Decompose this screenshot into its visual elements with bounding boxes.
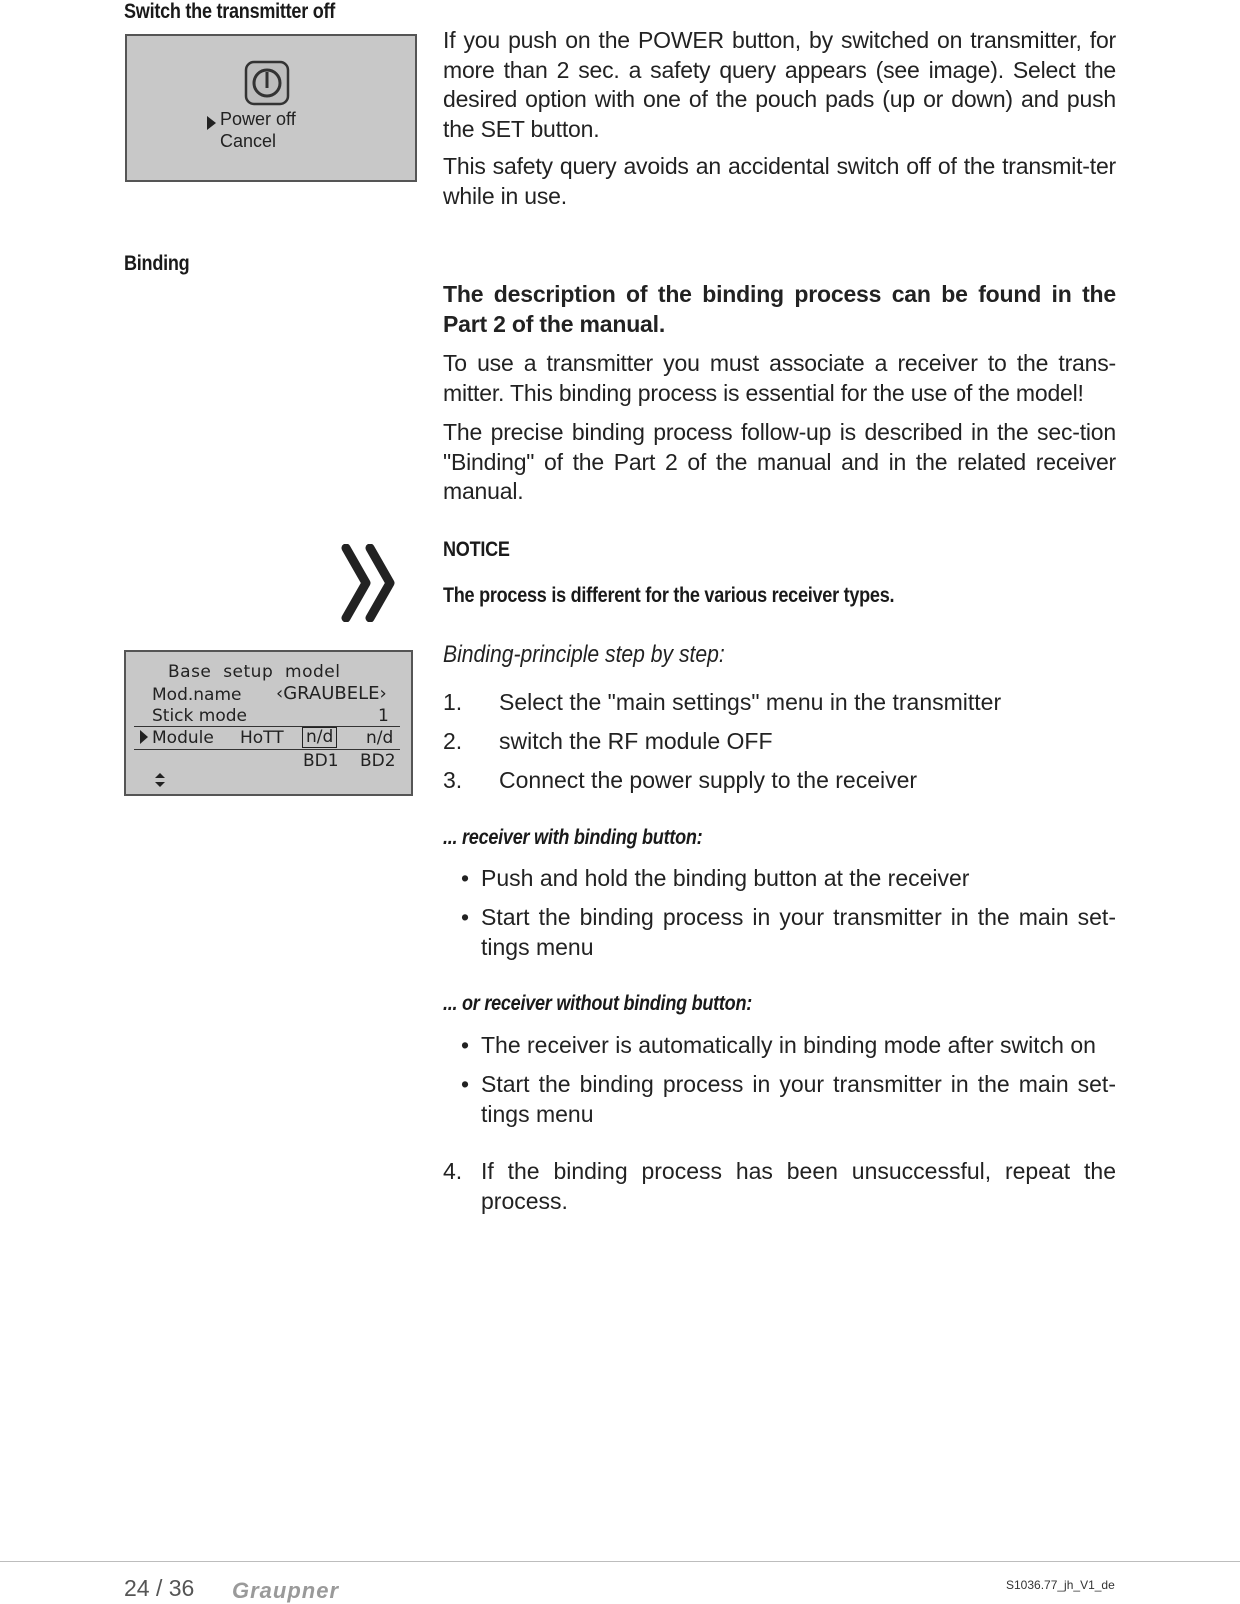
step-number: 4. bbox=[443, 1158, 463, 1184]
binding-paragraph-1: To use a transmitter you must associate a receiver to the trans-mitter. This binding process is essential for the use of the model! bbox=[443, 350, 1116, 406]
step-text: switch the RF module OFF bbox=[499, 728, 773, 754]
bullet-icon: • bbox=[461, 865, 470, 891]
step-number: 3. bbox=[443, 767, 463, 793]
list-item-text: Push and hold the binding button at the receiver bbox=[481, 865, 970, 891]
document-code: S1036.77_jh_V1_de bbox=[1006, 1578, 1115, 1592]
list-item-text: Start the binding process in your transmitter in the main set-tings menu bbox=[481, 904, 1116, 960]
notice-title: NOTICE bbox=[443, 538, 510, 561]
separator-line bbox=[134, 749, 400, 750]
page-number: 24 / 36 bbox=[124, 1575, 195, 1601]
selection-arrow-icon bbox=[207, 116, 216, 130]
steps-title: Binding-principle step by step: bbox=[443, 641, 725, 668]
bd1-label: BD1 bbox=[303, 751, 339, 771]
selection-arrow-icon bbox=[140, 730, 148, 744]
step-number: 2. bbox=[443, 728, 463, 754]
safety-query-paragraph: This safety query avoids an accidental switch off of the transmit-ter while in use. bbox=[443, 153, 1116, 209]
step-number: 1. bbox=[443, 689, 463, 715]
binding-paragraph-2: The precise binding process follow-up is described in the sec-tion "Binding" of the Part 2 of the manual and in the related receiver manual. bbox=[443, 419, 1116, 504]
separator-line bbox=[134, 726, 400, 727]
bd1-value: n/d bbox=[302, 727, 337, 748]
footer-divider bbox=[0, 1561, 1240, 1562]
without-button-heading: ... or receiver without binding button: bbox=[443, 992, 752, 1015]
bullet-icon: • bbox=[461, 1032, 470, 1058]
step-text: Connect the power supply to the receiver bbox=[499, 767, 918, 793]
power-icon bbox=[244, 60, 290, 106]
list-item-text: Start the binding process in your transmitter in the main set-tings menu bbox=[481, 1071, 1116, 1127]
notice-text: The process is different for the various receiver types. bbox=[443, 584, 895, 607]
base-setup-screen bbox=[124, 650, 413, 796]
screen-title: Base setup model bbox=[168, 662, 341, 682]
bullet-icon: • bbox=[461, 904, 470, 930]
power-off-option: Power off bbox=[220, 109, 296, 129]
module-label: Module bbox=[152, 728, 214, 748]
brand-logo: Graupner bbox=[232, 1578, 340, 1603]
module-type: HoTT bbox=[240, 728, 284, 748]
modname-label: Mod.name bbox=[152, 685, 242, 705]
power-off-paragraph: If you push on the POWER button, by switched on transmitter, for more than 2 sec. a safety query appears (see image). Select the desired option with one of the pouch pads (up or down) and push the SET button. bbox=[443, 27, 1116, 142]
stick-mode-label: Stick mode bbox=[152, 706, 247, 726]
bd2-value: n/d bbox=[366, 728, 394, 748]
modname-value: ‹GRAUBELE› bbox=[276, 683, 387, 704]
section-heading-binding: Binding bbox=[124, 252, 190, 275]
bullet-icon: • bbox=[461, 1071, 470, 1097]
stick-mode-value: 1 bbox=[378, 706, 389, 726]
cancel-option: Cancel bbox=[220, 131, 277, 151]
up-down-arrow-icon bbox=[154, 772, 166, 788]
step-text: Select the "main settings" menu in the transmitter bbox=[499, 689, 1002, 715]
list-item-text: The receiver is automatically in binding mode after switch on bbox=[481, 1032, 1096, 1058]
section-heading-switch-off: Switch the transmitter off bbox=[124, 0, 336, 23]
double-chevron-icon bbox=[340, 544, 404, 622]
step-text: If the binding process has been unsuccessful, repeat the process. bbox=[481, 1158, 1116, 1214]
bd2-label: BD2 bbox=[360, 751, 396, 771]
with-button-heading: ... receiver with binding button: bbox=[443, 826, 703, 849]
binding-bold-paragraph: The description of the binding process can be found in the Part 2 of the manual. bbox=[443, 281, 1116, 337]
power-off-screen bbox=[125, 34, 417, 182]
